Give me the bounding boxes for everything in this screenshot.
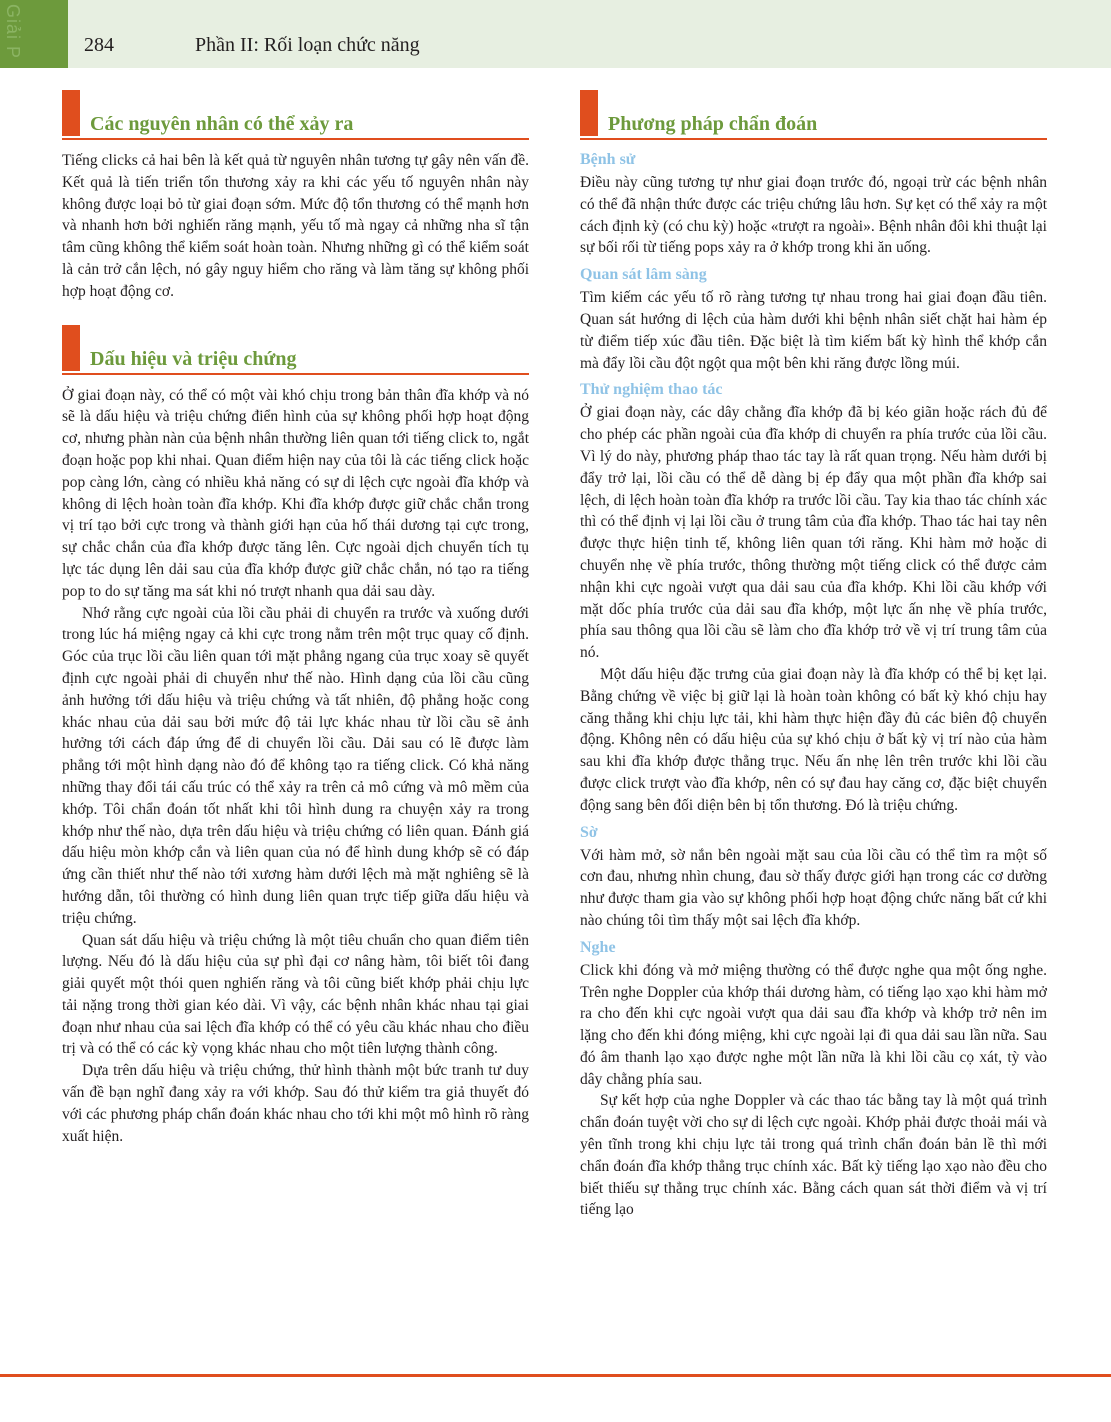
signs-paragraph: Dựa trên dấu hiệu và triệu chứng, thử hình thành một bức tranh tư duy vấn đề bạn nghĩ đang xảy ra với khớp. Sau đó thử kiểm tra giả thuyết đó với các phương pháp chẩn đoán khác nhau cho tới khi một mô hình rõ ràng xuất hiện. xyxy=(62,1062,529,1145)
subhead-palpation: Sờ xyxy=(580,823,598,841)
subhead-manipulation-test: Thử nghiệm thao tác xyxy=(580,381,723,399)
signs-heading xyxy=(62,325,529,375)
manipulation-paragraph: Một dấu hiệu đặc trưng của giai đoạn này là đĩa khớp có thể bị kẹt lại. Bằng chứng về việc bị giữ lại là hoàn toàn không có bất kỳ khó chịu hay căng thẳng khi chịu lực tải, khi hàm thực hiện đầy đủ các biên độ chuyển động. Không nên có dấu hiệu của sự khó chịu ở bất kỳ vị trí nào của hàm sau khi đĩa khớp được thẳng trục. Nếu ấn nhẹ lên trên trước khi lồi cầu được click trượt vào đĩa khớp, nên có sự đau hay căng cơ, đặc biệt chuyển động sang bên đối diện bên bị tổn thương. Đó là triệu chứng. xyxy=(580,665,1047,814)
history-paragraph: Điều này cũng tương tự như giai đoạn trước đó, ngoại trừ các bệnh nhân có thể đã nhận thức được các triệu chứng lâu hơn. Sự kẹt có thể xảy ra một cách định kỳ (có chu kỳ) hoặc «trượt ra ngoài». Bệnh nhân đôi khi thuật lại sự bối rối từ tiếng pops xảy ra ở khớp trong khi ăn uống. xyxy=(580,174,1047,257)
diagnosis-heading xyxy=(580,90,1047,140)
causes-paragraph: Tiếng clicks cả hai bên là kết quả từ nguyên nhân tương tự gây nên vấn đề. Kết quả là tiến triển tổn thương xảy ra khi các yếu tố nguyên nhân này không được loại bỏ từ giai đoạn sớm. Mức độ tổn thương có thể mạnh hơn và nhanh hơn bởi nghiến răng mạnh, yếu tố mà ngay cả những nha sĩ tận tâm cũng không thể kiểm soát hoàn toàn. Nhưng những gì có thể kiểm soát là cản trở cắn lệch, nó gây nguy hiểm cho răng và làm tăng sự không phối hợp hoạt động cơ. xyxy=(62,152,529,300)
signs-heading-text: Dấu hiệu và triệu chứng xyxy=(90,347,297,370)
signs-paragraph: Nhớ rằng cực ngoài của lồi cầu phải di chuyển ra trước và xuống dưới trong lúc há miệng ngay cả khi cực trong nằm trên một trục quay cố định. Góc của trục lồi cầu liên quan tới mặt phẳng ngang của trục xoay sẽ quyết định cực ngoài phải di chuyển như thế nào. Hình dạng của lồi cầu cũng ảnh hưởng tới dấu hiệu và triệu chứng và tất nhiên, độ phẳng hoặc cong khác nhau của dải sau bởi mức độ tải lực khác nhau từ lồi cầu sẽ ảnh hưởng tới cách đáp ứng để di chuyển lồi cầu. Dải sau có lẽ được làm phẳng tới một hình dạng nào đó để không tạo ra tiếng click. Có khả năng những thay đổi tái cấu trúc có thể xảy ra trên cả mô cứng và mô mềm của khớp. Tôi chẩn đoán tốt nhất khi tôi hình dung ra chuyện xảy ra trong khớp như thế nào, dựa trên dấu hiệu và triệu chứng có liên quan. Đánh giá dấu hiệu mòn khớp cắn và liên quan của nó để hình dung khớp sẽ có đáp ứng cần thiết như thế nào tới xương hàm dưới lệch mà mặt nghiêng sẽ là hướng dẫn, tôi thường có hình dung liên quan trực tiếp giữa dấu hiệu và triệu chứng. xyxy=(62,604,529,927)
side-tab xyxy=(0,0,68,68)
right-column xyxy=(580,90,1047,1221)
left-column xyxy=(62,90,529,1147)
manipulation-paragraph: Ở giai đoạn này, các dây chằng đĩa khớp đã bị kéo giãn hoặc rách đủ để cho phép các phần ngoài của đĩa khớp di chuyển ra phía trước của lồi cầu. Vì lý do này, phương pháp thao tác tay là rất quan trọng. Nếu hàm dưới bị đẩy trở lại, lồi cầu có thể dễ dàng bị ép đẩy qua một phần đĩa khớp sai lệch, di lệch hoàn toàn đĩa khớp ra trước lồi cầu. Tay kia thao tác chính xác thì có thể định vị lại lồi cầu ở trung tâm của đĩa khớp. Thao tác hai tay nên được thực hiện tinh tế, không liên quan tới răng. Khi hàm mở hoặc di chuyển nhẹ về phía trước, thông thường một tiếng click có thể được cảm nhận khi cực ngoài vượt qua dải sau của đĩa khớp. Khi lồi cầu khớp với mặt dốc phía trước của dải sau đĩa khớp, một lực ấn nhẹ về phía trước, phía sau thông qua lồi cầu sẽ làm cho đĩa khớp trở về vị trí trung tâm của nó. xyxy=(580,404,1047,662)
causes-heading xyxy=(62,90,529,140)
diagnosis-heading-text: Phương pháp chẩn đoán xyxy=(608,113,818,135)
clinical-paragraph: Tìm kiếm các yếu tố rõ ràng tương tự nhau trong hai giai đoạn đầu tiên. Quan sát hướng di lệch của hàm dưới khi bệnh nhân siết chặt hai hàm ép từ điểm tiếp xúc đầu tiên. Đặc biệt là tìm kiếm bất kỳ hình thể khớp cắn mà đẩy lồi cầu đột ngột qua một bên khi răng được lồng múi. xyxy=(580,289,1047,372)
palpation-paragraph: Với hàm mở, sờ nắn bên ngoài mặt sau của lồi cầu có thể tìm ra một số cơn đau, nhưng nhìn chung, đau sờ thấy được giới hạn trong các cơ dường như được tham gia vào sự không phối hợp hoạt động chức năng bất cứ khi nào chúng tôi tìm thấy một sai lệch đĩa khớp. xyxy=(580,846,1047,929)
subhead-history: Bệnh sử xyxy=(580,151,636,168)
auscultation-paragraph: Click khi đóng và mở miệng thường có thể được nghe qua một ống nghe. Trên nghe Doppler của khớp thái dương hàm, có tiếng lạo xạo khi hàm mở ra cho đến khi cực ngoài vượt qua dải sau đĩa khớp và khớp trở nên im lặng cho đến khi đóng miệng, khi cực ngoài lại đi qua dải sau lần nữa. Sau đó âm thanh lạo xạo được nghe một lần nữa là khi lồi cầu cọ xát, tỳ vào dây chằng phía sau. xyxy=(580,961,1047,1088)
signs-paragraph: Quan sát dấu hiệu và triệu chứng là một tiêu chuẩn cho quan điểm tiên lượng. Nếu đó là dấu hiệu của sự phì đại cơ nâng hàm, tôi biết tôi đang giải quyết một thói quen nghiến răng và tôi cũng biết khớp phải chịu lực tải nặng trong thời gian kéo dài. Vì vậy, các bệnh nhân khác nhau tại giai đoạn như nhau của sai lệch đĩa khớp có thể có yêu cầu khác nhau cho điều trị và có thể có các kỳ vọng khác nhau cho một tiên lượng thành công. xyxy=(62,931,529,1058)
heading-accent-bar xyxy=(580,90,598,136)
subhead-clinical-observation: Quan sát lâm sàng xyxy=(580,266,707,284)
section-title: Phần II: Rối loạn chức năng xyxy=(195,34,420,56)
heading-accent-bar xyxy=(62,90,80,136)
bottom-rule xyxy=(0,1374,1111,1377)
page-number: 284 xyxy=(84,34,114,56)
auscultation-paragraph: Sự kết hợp của nghe Doppler và các thao tác bằng tay là một quá trình chẩn đoán tuyệt vời cho sự di lệch cực ngoài. Khớp phải được thoải mái và yên tĩnh trong khi chịu lực tải trong quá trình chẩn đoán bản lề thì mới chẩn đoán đĩa khớp thẳng trục chính xác. Bất kỳ tiếng lạo xạo nào đều cho biết thiếu sự thẳng trục chính xác. Bằng cách quan sát thời điểm và vị trí tiếng lạo xyxy=(580,1092,1047,1219)
running-head xyxy=(68,0,1111,68)
heading-accent-bar xyxy=(62,325,80,371)
side-tab-text: Giải P xyxy=(3,4,23,60)
signs-paragraph: Ở giai đoạn này, có thể có một vài khó chịu trong bản thân đĩa khớp và nó sẽ là dấu hiệu và triệu chứng điển hình của sự không phối hợp hoạt động cơ, nhưng phàn nàn của bệnh nhân thường liên quan tới tiếng click to, ngắt đoạn hoặc pop khi nhai. Quan điểm hiện nay của tôi là các tiếng click hoặc pop càng lớn, càng có nhiều khả năng có sự di lệch cực ngoài đĩa khớp và không di lệch hoàn toàn đĩa khớp. Khi đĩa khớp được giữ chắc chắn trong vị trí tạo bởi cực trong và thành giới hạn của hố thái dương tại cực trong, sự chắc chắn của đĩa khớp được tăng lên. Cực ngoài dịch chuyển tích tụ lực tác dụng lên dải sau của đĩa khớp được giữ chắc chắn, nó tạo ra tiếng pop to do sự tăng ma sát khi nó trượt nhanh qua dải sau dày. xyxy=(62,386,529,600)
subhead-auscultation: Nghe xyxy=(580,938,616,956)
causes-heading-text: Các nguyên nhân có thể xảy ra xyxy=(90,113,354,135)
